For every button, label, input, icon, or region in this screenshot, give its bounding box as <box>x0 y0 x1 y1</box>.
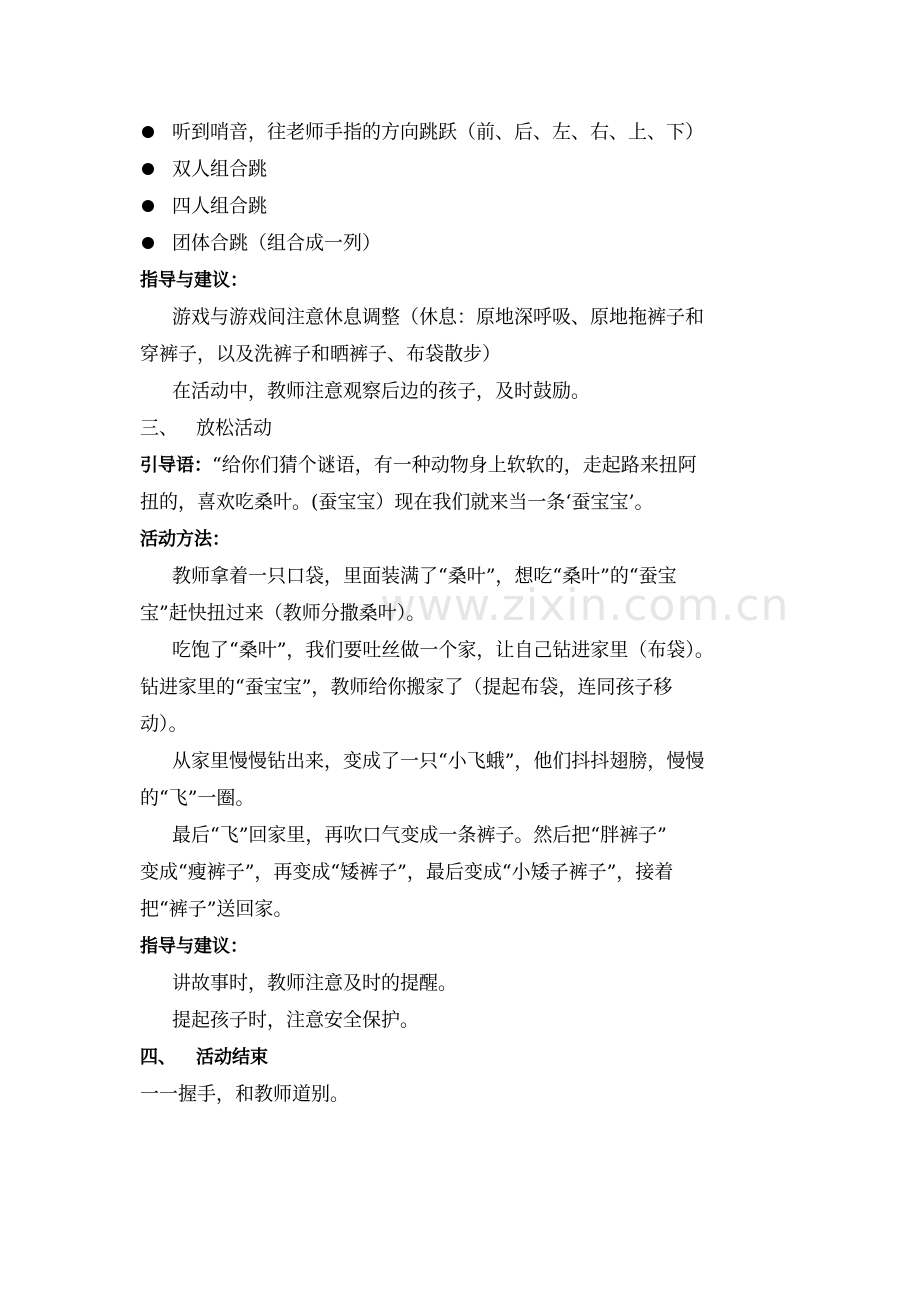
method-1-line-2: 宝”赶快扭过来（教师分撒桑叶）。 <box>140 602 426 624</box>
bullet-item-1 <box>140 114 780 151</box>
guide2-paragraph-1: 讲故事时，教师注意及时的提醒。 <box>172 972 458 994</box>
intro-text-1: “给你们猜个谜语，有一种动物身上软软的，走起路来扭阿 <box>212 454 697 476</box>
method-2-line-2: 钻进家里的“蚕宝宝”，教师给你搬家了（提起布袋，连同孩子移 <box>140 676 673 698</box>
method-4-line-1: 最后“飞”回家里，再吹口气变成一条裤子。然后把“胖裤子” <box>172 824 667 846</box>
method-3-line-2: 的“飞”一圈。 <box>140 787 255 809</box>
method-3-line-1: 从家里慢慢钻出来，变成了一只“小飞蛾”，他们抖抖翅膀，慢慢 <box>172 750 705 772</box>
closing-text: 一一握手，和教师道别。 <box>140 1083 350 1105</box>
guide2-paragraph-2: 提起孩子时，注意安全保护。 <box>172 1009 420 1031</box>
method-2-line-1: 吃饱了“桑叶”，我们要吐丝做一个家，让自己钻进家里（布袋）。 <box>172 639 714 661</box>
bullet-dot-icon <box>142 237 154 249</box>
section-4-number: 四、 <box>140 1047 176 1068</box>
document-page <box>140 114 780 1113</box>
guide1-paragraph-2: 在活动中，教师注意观察后边的孩子，及时鼓励。 <box>172 380 591 402</box>
section-4-heading <box>140 1039 780 1076</box>
bullet-text: 四人组合跳 <box>172 195 268 217</box>
bullet-text: 团体合跳（组合成一列） <box>172 232 382 254</box>
method-2-line-3: 动）。 <box>140 713 188 735</box>
guide-heading-2: 指导与建议： <box>140 936 248 957</box>
method-heading: 活动方法： <box>140 529 230 550</box>
bullet-text: 听到哨音，往老师手指的方向跳跃（前、后、左、右、上、下） <box>172 121 705 143</box>
method-4-line-2: 变成“瘦裤子”，再变成“矮裤子”，最后变成“小矮子裤子”，接着 <box>140 861 674 883</box>
guide-heading-1: 指导与建议： <box>140 270 248 291</box>
bullet-item-2 <box>140 151 780 188</box>
section-3-heading <box>140 410 780 447</box>
bullet-dot-icon <box>142 126 154 138</box>
guide1-paragraph-1-line-1: 游戏与游戏间注意休息调整（休息：原地深呼吸、原地拖裤子和 <box>172 306 705 328</box>
bullet-dot-icon <box>142 163 154 175</box>
bullet-item-3 <box>140 188 780 225</box>
intro-line-1 <box>140 447 780 484</box>
intro-line-2: 扭的，喜欢吃桑叶。(蚕宝宝）现在我们就来当一条‘蚕宝宝’。 <box>140 491 654 513</box>
watermark: www.zixin.com.cn <box>380 580 790 631</box>
guide1-paragraph-1-line-2: 穿裤子，以及洗裤子和晒裤子、布袋散步） <box>140 343 502 365</box>
intro-label: 引导语： <box>140 455 212 476</box>
section-3-number: 三、 <box>140 417 179 439</box>
method-4-line-3: 把“裤子”送回家。 <box>140 898 293 920</box>
bullet-dot-icon <box>142 200 154 212</box>
bullet-item-4 <box>140 225 780 262</box>
bullet-text: 双人组合跳 <box>172 158 268 180</box>
section-4-title: 活动结束 <box>196 1047 268 1068</box>
section-3-title: 放松活动 <box>196 417 273 439</box>
method-1-line-1: 教师拿着一只口袋，里面装满了“桑叶”，想吃“桑叶”的“蚕宝 <box>172 565 677 587</box>
